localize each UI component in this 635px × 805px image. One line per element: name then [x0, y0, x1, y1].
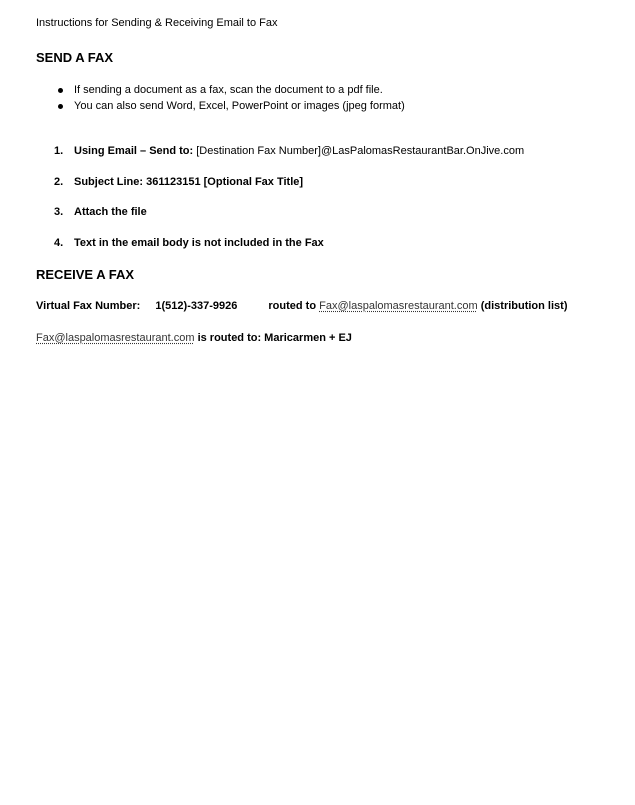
bullet-text: You can also send Word, Excel, PowerPoint or images (jpeg format)	[74, 100, 405, 112]
step-item	[54, 176, 303, 188]
routing-text: is routed to: Maricarmen + EJ	[197, 332, 352, 344]
step-label: Text in the email body is not included in the Fax	[74, 237, 324, 249]
step-number: 1.	[54, 145, 64, 157]
virtual-fax-label: Virtual Fax Number:	[36, 300, 141, 312]
bullet-item	[58, 98, 405, 114]
virtual-fax-number: 1(512)-337-9926	[155, 300, 238, 312]
step-number: 2.	[54, 176, 64, 188]
step-item	[54, 145, 524, 157]
step-value: [Destination Fax Number]@LasPalomasRestaurantBar.OnJive.com	[193, 145, 525, 157]
bullet-dot-icon	[58, 88, 63, 93]
routed-to-label: routed to	[268, 300, 317, 312]
send-bullet-list	[58, 82, 405, 114]
virtual-fax-line	[36, 300, 567, 312]
step-item	[54, 206, 147, 218]
fax-email-link[interactable]: Fax@laspalomasrestaurant.com	[319, 300, 478, 312]
receive-fax-heading: RECEIVE A FAX	[36, 267, 135, 282]
document-title: Instructions for Sending & Receiving Email to Fax	[36, 17, 278, 29]
bullet-text: If sending a document as a fax, scan the document to a pdf file.	[74, 84, 383, 96]
bullet-item	[58, 82, 405, 98]
step-label: Attach the file	[74, 206, 147, 218]
bullet-dot-icon	[58, 104, 63, 109]
send-fax-heading: SEND A FAX	[36, 50, 114, 65]
step-number: 3.	[54, 206, 64, 218]
step-label: Subject Line: 361123151 [Optional Fax Title]	[74, 176, 304, 188]
distribution-label: (distribution list)	[480, 300, 568, 312]
routing-email-link[interactable]: Fax@laspalomasrestaurant.com	[36, 332, 195, 344]
step-label: Using Email – Send to:	[74, 145, 194, 157]
step-item	[54, 237, 324, 249]
routing-line	[36, 332, 352, 344]
step-number: 4.	[54, 237, 64, 249]
